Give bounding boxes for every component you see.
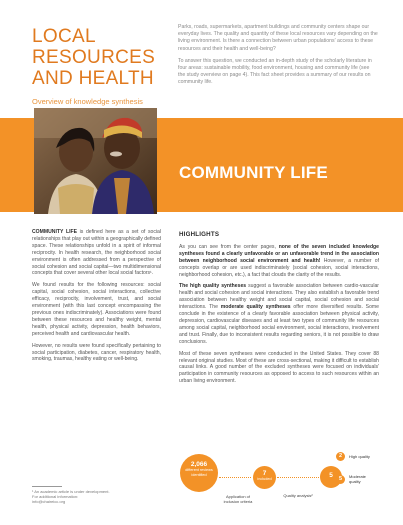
included-label: included bbox=[257, 477, 272, 481]
page-subtitle: Overview of knowledge synthesis bbox=[32, 97, 143, 106]
definition-text: is defined here as a set of social relationships that play out within a geographically defined space. These relationships unfold in a spirit of informal reciprocity. In health research, the neighborhood social environment is often addressed from a perspective of social cohesion and social capital—two multidimensional concepts that cover several other local social factors¹. bbox=[32, 229, 161, 277]
footnote-divider bbox=[32, 486, 62, 487]
intro-paragraph-1: Parks, roads, supermarkets, apartment buildings and community centers shape our everyday lives. The quality and quantity of these local resources vary depending on the living environment. Is there a connection between urban populations' access to these resources and their health and well-being? bbox=[178, 24, 378, 52]
intro-paragraph-2: To answer this question, we conducted an in-depth study of the scholarly literature in four areas: sustainable mobility, food environment, housing and community life (see the study overview on page 4). This fact sheet provides a summary of our results on community life. bbox=[178, 57, 372, 86]
community-photo bbox=[34, 108, 157, 214]
title-block bbox=[32, 26, 162, 106]
moderate-quality-text: offer more diversified results. Some conclude in the existence of a clearly favorable association between physical activity, depression, cardiovascular diseases and at least two types of community life resources among social capital, neighborhood social environment, social interactions, involvement and trust. Finally, due to inconsistent results regarding seniors, it is not possible to draw conclusions. bbox=[179, 304, 379, 345]
highlights-heading: HIGHLIGHTS bbox=[179, 231, 220, 238]
included-count: 7 bbox=[262, 470, 267, 477]
footnote-line-2: For additional information: bbox=[32, 493, 79, 499]
section-title: COMMUNITY LIFE bbox=[179, 163, 328, 182]
highlights-paragraph-1 bbox=[179, 244, 379, 279]
no-results-paragraph: However, no results were found specifically pertaining to social participation, diabetes, cancer, respiratory health, smoking, traumas, healthy eating or well-being. bbox=[32, 342, 161, 363]
contact-email[interactable]: info@chaireicc.org bbox=[32, 498, 66, 504]
moderate-quality-item bbox=[336, 474, 375, 484]
highlights-column bbox=[179, 232, 379, 390]
highlights-p1-intro: As you can see from the center pages, bbox=[179, 243, 279, 250]
included-circle bbox=[253, 466, 276, 489]
results-paragraph: We found results for the following resources: social capital, social cohesion, social interactions, collective efficacy, reciprocity, involvement, trust, and social environment (with this last concept encompassing the previous ones indiscriminately). Associations were found between these resources and healthy weight, mental health, physical activity, depression, health behaviors, perceived health and cardiovascular health. bbox=[32, 282, 161, 337]
high-quality-text: suggest a favorable association between cardio-vascular health and social cohesion and social interactions. They also establish a favorable trend association between healthy weight and social capital, social cohesion and social interactions. The bbox=[179, 283, 379, 311]
identified-reviews-count: 2,066 bbox=[190, 461, 208, 468]
moderate-quality-count: 5 bbox=[336, 475, 345, 484]
page-title bbox=[32, 26, 162, 89]
identified-reviews-circle bbox=[180, 454, 218, 492]
quality-count: 5 bbox=[329, 472, 333, 479]
definition-column bbox=[32, 229, 161, 368]
arrow-2 bbox=[277, 477, 319, 478]
identified-reviews-label: different reviews identified bbox=[185, 468, 213, 477]
highlights-p1-key-finding: none of the seven included knowledge syntheses found a clearly unfavorable or an unfavorable trend in the association between neighborhood social environment and health! bbox=[179, 243, 379, 264]
highlights-p1-rest: However, a number of concepts overlap or are used indiscriminately (social cohesion, social interactions, neighborhood cohesion, etc.), a fact that clouds the clarity of the results. bbox=[179, 257, 380, 278]
quality-analysis-label: Quality analysis² bbox=[283, 493, 313, 498]
footnote-line-1: ¹ An academic article is under development. bbox=[32, 488, 110, 494]
high-quality-text-label: High quality bbox=[349, 454, 370, 459]
definition-term: COMMUNITY LIFE bbox=[32, 229, 77, 235]
moderate-quality-text-label: Moderate quality bbox=[349, 474, 366, 484]
highlights-paragraph-2 bbox=[179, 283, 379, 345]
moderate-quality-label: moderate quality syntheses bbox=[220, 304, 291, 311]
footnote bbox=[32, 486, 162, 504]
definition-paragraph bbox=[32, 229, 161, 277]
title-line-1: LOCAL bbox=[32, 26, 96, 47]
arrow-1 bbox=[219, 477, 251, 478]
title-line-2: RESOURCES bbox=[32, 47, 156, 68]
selection-infographic bbox=[168, 446, 398, 525]
intro-text bbox=[178, 24, 378, 92]
highlights-paragraph-3: Most of these seven syntheses were conducted in the United States. They cover 88 relevant original studies. Most of these are cross-sectional, making it difficult to establish causal links. A good number of the excluded syntheses were focused on individuals' participation in community resources as opposed to access to such resources within an urban living environment. bbox=[179, 350, 379, 385]
high-quality-count: 2 bbox=[336, 452, 345, 461]
high-quality-item bbox=[336, 452, 375, 461]
inclusion-criteria-label: Application of inclusion criteria bbox=[223, 494, 253, 504]
high-quality-label: The high quality syntheses bbox=[179, 283, 247, 290]
title-line-3: AND HEALTH bbox=[32, 68, 154, 89]
